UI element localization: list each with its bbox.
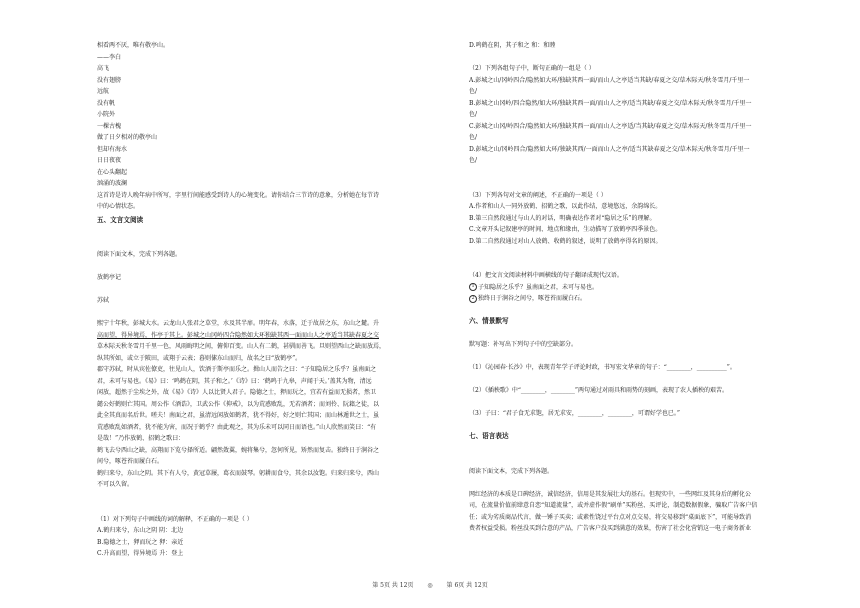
section7-paragraph: 司，在流量价值前肆意自恋“知道流量”，或并虚作假“刷单”买粉丝、买评论，制造数据假象，骗取广告客户信 <box>469 502 758 509</box>
poem-question: 这首诗是诗人晚年病中所写，字里行间能感受到诗人的心境变化。请你结合三节诗的意象，分析她在每节诗 <box>97 191 380 199</box>
essay-paragraph-2: 懿公好鹤则亡其国。周公作《酒诰》，卫武公作《抑戒》，以为荒惑败乱，无若酒者；而刘伶、阮籍之徒，以 <box>97 400 380 408</box>
poem-line: 但却有海水 <box>97 145 128 153</box>
essay-paragraph-2: 荒惑败乱如酒者，犹不能为害，而况于鹤乎？由此观之，其为乐未可以同日而语也。”山人欣然而笑曰：“有 <box>97 423 377 431</box>
essay-paragraph-4: 不可以久留。 <box>97 481 134 488</box>
section-heading-6: 六、情景默写 <box>469 317 509 325</box>
section-heading-7: 七、语言表达 <box>469 432 509 440</box>
right-page <box>430 0 860 608</box>
poem-line: 在心头翻起 <box>97 168 128 176</box>
q1-option-d[interactable]: D.鸣鹤在阴，其子和之 和：和睦 <box>469 42 556 49</box>
question-4: （4）把文言文阅读材料中画横线的句子翻译成现代汉语。 <box>469 272 623 279</box>
footer-separator-icon: ◎ <box>427 582 433 589</box>
q1-option-a[interactable]: A.鹤归来兮，东山之阴 阴：北边 <box>97 527 184 534</box>
poem-line: 没有翅膀 <box>97 76 122 84</box>
circled-number-2: 2 <box>469 295 477 303</box>
q4-item-1 <box>469 282 783 294</box>
section7-paragraph: 网红经济的本质是口碑经济，诚信经济，信用是其发展壮大的基石。但现实中，一些网红及其身后的孵化公 <box>469 490 752 498</box>
q2-option-a-cont: 色/ <box>469 88 478 95</box>
q1-option-b[interactable]: B.隐德之士，狎而玩之 狎：亲近 <box>97 538 184 546</box>
page-footer <box>0 580 860 589</box>
dictation-item-1: （1）《沁园春·长沙》中，表现青年学子评论时政，书写宏文华章的句子：“________，__________”。 <box>469 364 736 371</box>
essay-paragraph-1: 草木际天秋冬雪月千里一色，风雨晦明之间，俯仰百变。山人有二鹤，甚驯而善飞。旦则望西山之缺而放焉， <box>97 343 386 350</box>
dictation-item-2: （2）《插秧歌》中“________，________”两句通过对雨具和雨势的刻画，表现了农人插秧的艰苦。 <box>469 387 728 394</box>
question-1: （1）对下列句子中画线的词的解释，不正确的一项是（ ） <box>97 515 253 523</box>
essay-paragraph-1: 高而望，得异境焉，作亭于其上。彭城之山冈岭四合隐然如大环独缺其西一面而山人之亭适当其缺春夏之交 <box>97 331 380 339</box>
essay-paragraph-2: 君，未可与易也。《易》曰：‘鸣鹤在阴，其子和之。’《诗》曰：‘鹤鸣于九皋，声闻于天。’盖其为物，清远 <box>97 377 372 385</box>
essay-paragraph-3: 鹤飞去兮西山之缺，高翔而下览兮择所适。翩然敛翼，婉将集兮，忽何所见，矫然而复击。独终日于涧谷之 <box>97 446 380 454</box>
poem-line: 没有帆 <box>97 99 116 107</box>
poem-line: 相看两不厌，唯有敬亭山。 <box>97 42 170 49</box>
section7-paragraph: 费者权益受损。粉丝没买到合意的产品，广告客户没买到满意的效果，伤害了社会化营销这一电子商务新业 <box>469 525 752 532</box>
dictation-item-3: （3）子曰：“君子食无求饱，居无求安，________，________，可谓好学也已。” <box>469 410 680 417</box>
poem-line: 日日夜夜 <box>97 157 122 164</box>
section-heading-5: 五、文言文阅读 <box>97 215 144 224</box>
q2-option-d[interactable]: D.彭城之山/冈岭四合/隐然如大环/独缺其西/一面而山人之亭/适当其缺春夏之交/草木际天/秋冬雪月/千里一 <box>469 145 750 153</box>
section7-instruction: 阅读下面文本，完成下列各题。 <box>469 467 554 475</box>
page-number-right: 第 6页 共 12页 <box>446 582 488 589</box>
poem-line: 做了日夕相对的敬亭山 <box>97 134 158 141</box>
reading-instruction: 阅读下面文本，完成下列各题。 <box>97 251 182 258</box>
essay-paragraph-2: 此全其真而名后世。嗟夫！南面之君，虽清远闲放如鹤者，犹不得好，好之则亡其国；而山林遁世之士，虽 <box>97 412 380 419</box>
q2-option-d-cont: 色/ <box>469 157 478 164</box>
q2-option-c-cont: 色/ <box>469 134 478 141</box>
essay-paragraph-1: 纵其所如，或立于陂田，或翔于云表；暮则傃东山而归，故名之曰“放鹤亭”。 <box>97 354 302 362</box>
q3-option-b[interactable]: B.第三自然段通过与山人的对话，明确表达作者对“隐居之乐”的理解。 <box>469 214 656 222</box>
poem-line: 一棵古槐 <box>97 122 122 130</box>
right-column <box>469 40 783 535</box>
q1-option-c[interactable]: C.升高而望，得异境焉 升：登上 <box>97 550 184 557</box>
question-2: （2）下列各组句子中，断句正确的一组是（ ） <box>469 65 595 72</box>
q2-option-b-cont: 色/ <box>469 111 478 118</box>
q4-item-2 <box>469 293 783 305</box>
essay-paragraph-2: 闲放，超然于尘埃之外，故《易》《诗》人以比贤人君子。隐德之士，狎而玩之，宜若有益而无损者，然卫 <box>97 389 377 396</box>
q3-option-a[interactable]: A.作者和山人一同外放鹤、招鹤之歌，以此作结，意境悠远，余韵绵长。 <box>469 203 662 210</box>
essay-title: 放鹤亭记 <box>97 274 122 281</box>
q3-option-d[interactable]: D.第二自然段通过对山人放鹤、收鹤的叙述，说明了放鹤亭得名的原因。 <box>469 237 662 245</box>
q2-option-a[interactable]: A.彭城之山/冈岭四合/隐然如大环/独缺其西一面/而山人之亭适当其缺/春夏之交/草木际天/秋冬雪月/千里一 <box>469 76 750 84</box>
circled-number-1: 1 <box>469 283 477 291</box>
section6-intro: 默写题：补写出下列句子中的空缺部分。 <box>469 341 578 348</box>
q2-option-c[interactable]: C.彭城之山冈/岭四合/隐然如大环/独缺其西一面/而山人之亭适/当其缺/春夏之交/草木际天/秋冬雪月/千里一 <box>469 122 752 130</box>
essay-paragraph-3: 间兮，啄苍苔而履白石。 <box>97 458 164 465</box>
poem-line: ——李白 <box>97 53 122 61</box>
essay-author: 苏轼 <box>97 297 110 304</box>
poem-line: 汹涌的波澜 <box>97 180 128 187</box>
page-number-left: 第 5页 共 12页 <box>372 582 414 589</box>
poem-question: 中的心情状态。 <box>97 203 140 210</box>
poem-line: 远航 <box>97 88 110 95</box>
q2-option-b[interactable]: B.彭城之山冈岭/四合隐然/如大环/独缺其西一面/而山人之亭/适当其缺/春夏之交/草木际天/秋冬雪月/千里一 <box>469 99 752 107</box>
left-column <box>97 40 397 560</box>
essay-paragraph-2: 是哉！”乃作放鹤、招鹤之歌曰： <box>97 435 185 442</box>
q4-item-2-text: 独终日于涧谷之间兮，啄苍苔而履白石。 <box>478 295 587 302</box>
poem-line: 高飞 <box>97 65 110 72</box>
q3-option-c[interactable]: C.文章开头记叙建亭的时间、地点和缘由，生动描写了放鹤亭四季景色。 <box>469 226 662 233</box>
section7-paragraph: 任；或为劣质商品代言，做一锤子买卖；或素性饶过平台点对点交易，将交易移到“桌面底下”，可能导致消 <box>469 513 752 521</box>
essay-paragraph-2: 郡守苏轼，时从宾佐僚吏，往见山人，饮酒于斯亭而乐之。揖山人而告之曰：“子知隐居之乐乎？虽南面之 <box>97 366 377 373</box>
q4-item-1-text: 子知隐居之乐乎？虽南面之君，未可与易也。 <box>478 283 599 291</box>
essay-paragraph-4: 鹤归来兮，东山之阴。其下有人兮，黄冠草屦，葛衣而鼓琴。躬耕而食兮，其余以汝饱。归来归来兮，西山 <box>97 469 380 477</box>
essay-paragraph-1: 熙宁十年秋，彭城大水。云龙山人张君之草堂，水及其半扉。明年春，水落，迁于故居之东，东山之麓。升 <box>97 320 380 327</box>
question-3: （3）下列各句对文章的阐述，不正确的一项是（ ） <box>469 191 607 199</box>
poem-line: 小院外 <box>97 111 116 118</box>
